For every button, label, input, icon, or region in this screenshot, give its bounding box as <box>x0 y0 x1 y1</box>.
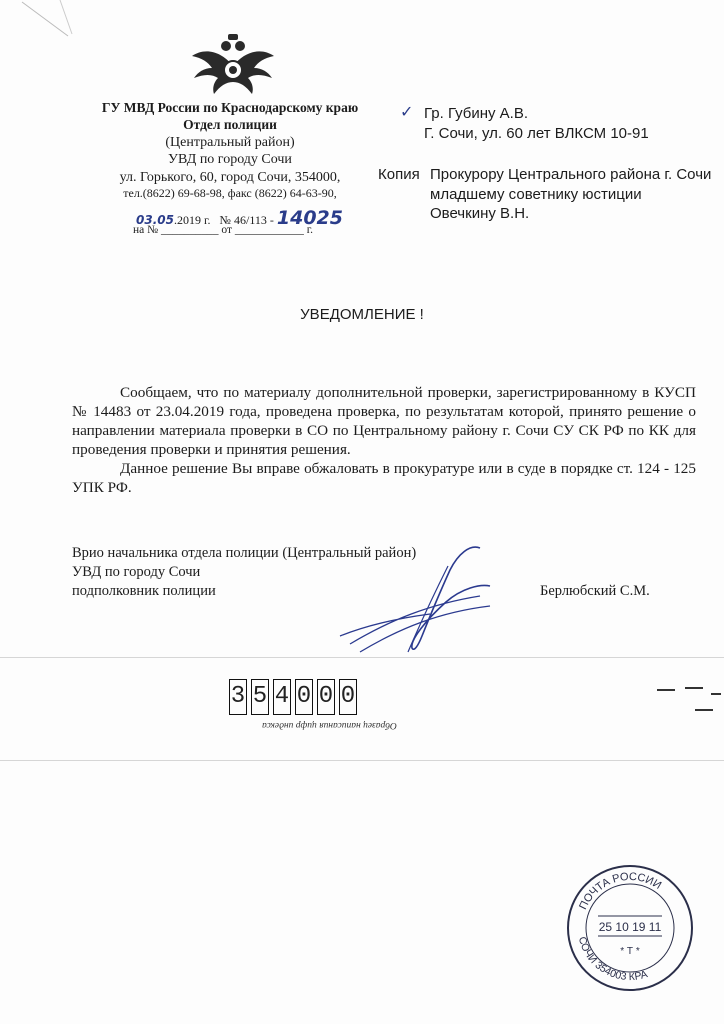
check-mark-icon: ✓ <box>400 102 414 121</box>
copy-line-3: Овечкину В.Н. <box>430 205 530 222</box>
signatory-name: Берлюбский С.М. <box>540 583 650 599</box>
recipient-address: Г. Сочи, ул. 60 лет ВЛКСМ 10-91 <box>424 124 649 142</box>
signatory-line-3: подполковник полиции <box>72 583 216 599</box>
outgoing-number-label: № 46/113 - <box>219 213 274 227</box>
recipient-name: Гр. Губину А.В. <box>424 105 529 122</box>
edge-marks <box>655 680 724 724</box>
index-digit: 0 <box>317 679 335 715</box>
signatory-line-2: УВД по городу Сочи <box>72 564 201 580</box>
org-name: ГУ МВД России по Краснодарскому краю <box>101 100 359 115</box>
reference-line: на № __________ от ____________ г. <box>133 224 314 236</box>
org-district: (Центральный район) <box>165 134 295 150</box>
outgoing-date-handwritten: 03.05 <box>136 213 174 227</box>
double-headed-eagle-emblem-icon <box>190 30 276 102</box>
notice-body <box>72 383 696 497</box>
svg-text:СОЧИ 354003 КРА <box>576 935 649 983</box>
outgoing-number-handwritten: 14025 <box>276 207 343 229</box>
index-digit: 0 <box>339 679 357 715</box>
index-digit: 5 <box>251 679 269 715</box>
index-digit: 4 <box>273 679 291 715</box>
signatory-line-1: Врио начальника отдела полиции (Центральный район) <box>72 545 417 561</box>
paper-corner-mark <box>20 0 80 40</box>
postmark-letter: * Т * <box>620 946 640 957</box>
index-digit: 0 <box>295 679 313 715</box>
index-caption: Образец написания цифр индекса <box>262 720 397 730</box>
copy-line-2: младшему советнику юстиции <box>430 185 642 203</box>
copy-label: Копия <box>378 166 420 183</box>
body-paragraph-1: Сообщаем, что по материалу дополнительной проверки, зарегистрированному в КУСП № 14483 от 23.04.2019 года, проведена проверка, по результатам которой, принято решение о направлении материала проверки в СО по Центральному району г. Сочи СУ СК РФ по КК для проведения проверки и принятия решения. <box>72 384 696 458</box>
postmark-date: 25 10 19 11 <box>598 920 662 934</box>
body-paragraph-2: Данное решение Вы вправе обжаловать в прокуратуре или в суде в порядке ст. 124 - 125 УПК РФ. <box>72 460 696 496</box>
sender-header <box>60 100 400 201</box>
fold-line <box>0 760 724 761</box>
org-address: ул. Горького, 60, город Сочи, 354000, <box>119 169 341 185</box>
recipient-block <box>424 104 649 143</box>
org-phones: тел.(8622) 69-68-98, факс (8622) 64-63-90, <box>123 186 337 201</box>
postmark-top-text: ПОЧТА РОССИИ <box>577 870 664 912</box>
document-title: УВЕДОМЛЕНИЕ ! <box>300 306 424 323</box>
outgoing-year: .2019 г. <box>173 213 211 227</box>
index-digit: 3 <box>229 679 247 715</box>
postmark-bottom-text: СОЧИ 354003 КРА <box>575 935 649 984</box>
svg-text:ПОЧТА РОССИИ <box>577 871 663 912</box>
org-city-unit: УВД по городу Сочи <box>168 152 292 168</box>
postal-index-boxes <box>229 679 357 715</box>
postmark-stamp <box>560 858 700 998</box>
org-department: Отдел полиции <box>183 116 277 132</box>
copy-block <box>430 165 711 224</box>
copy-line-1: Прокурору Центрального района г. Сочи <box>430 166 712 183</box>
handwritten-signature <box>330 540 510 660</box>
